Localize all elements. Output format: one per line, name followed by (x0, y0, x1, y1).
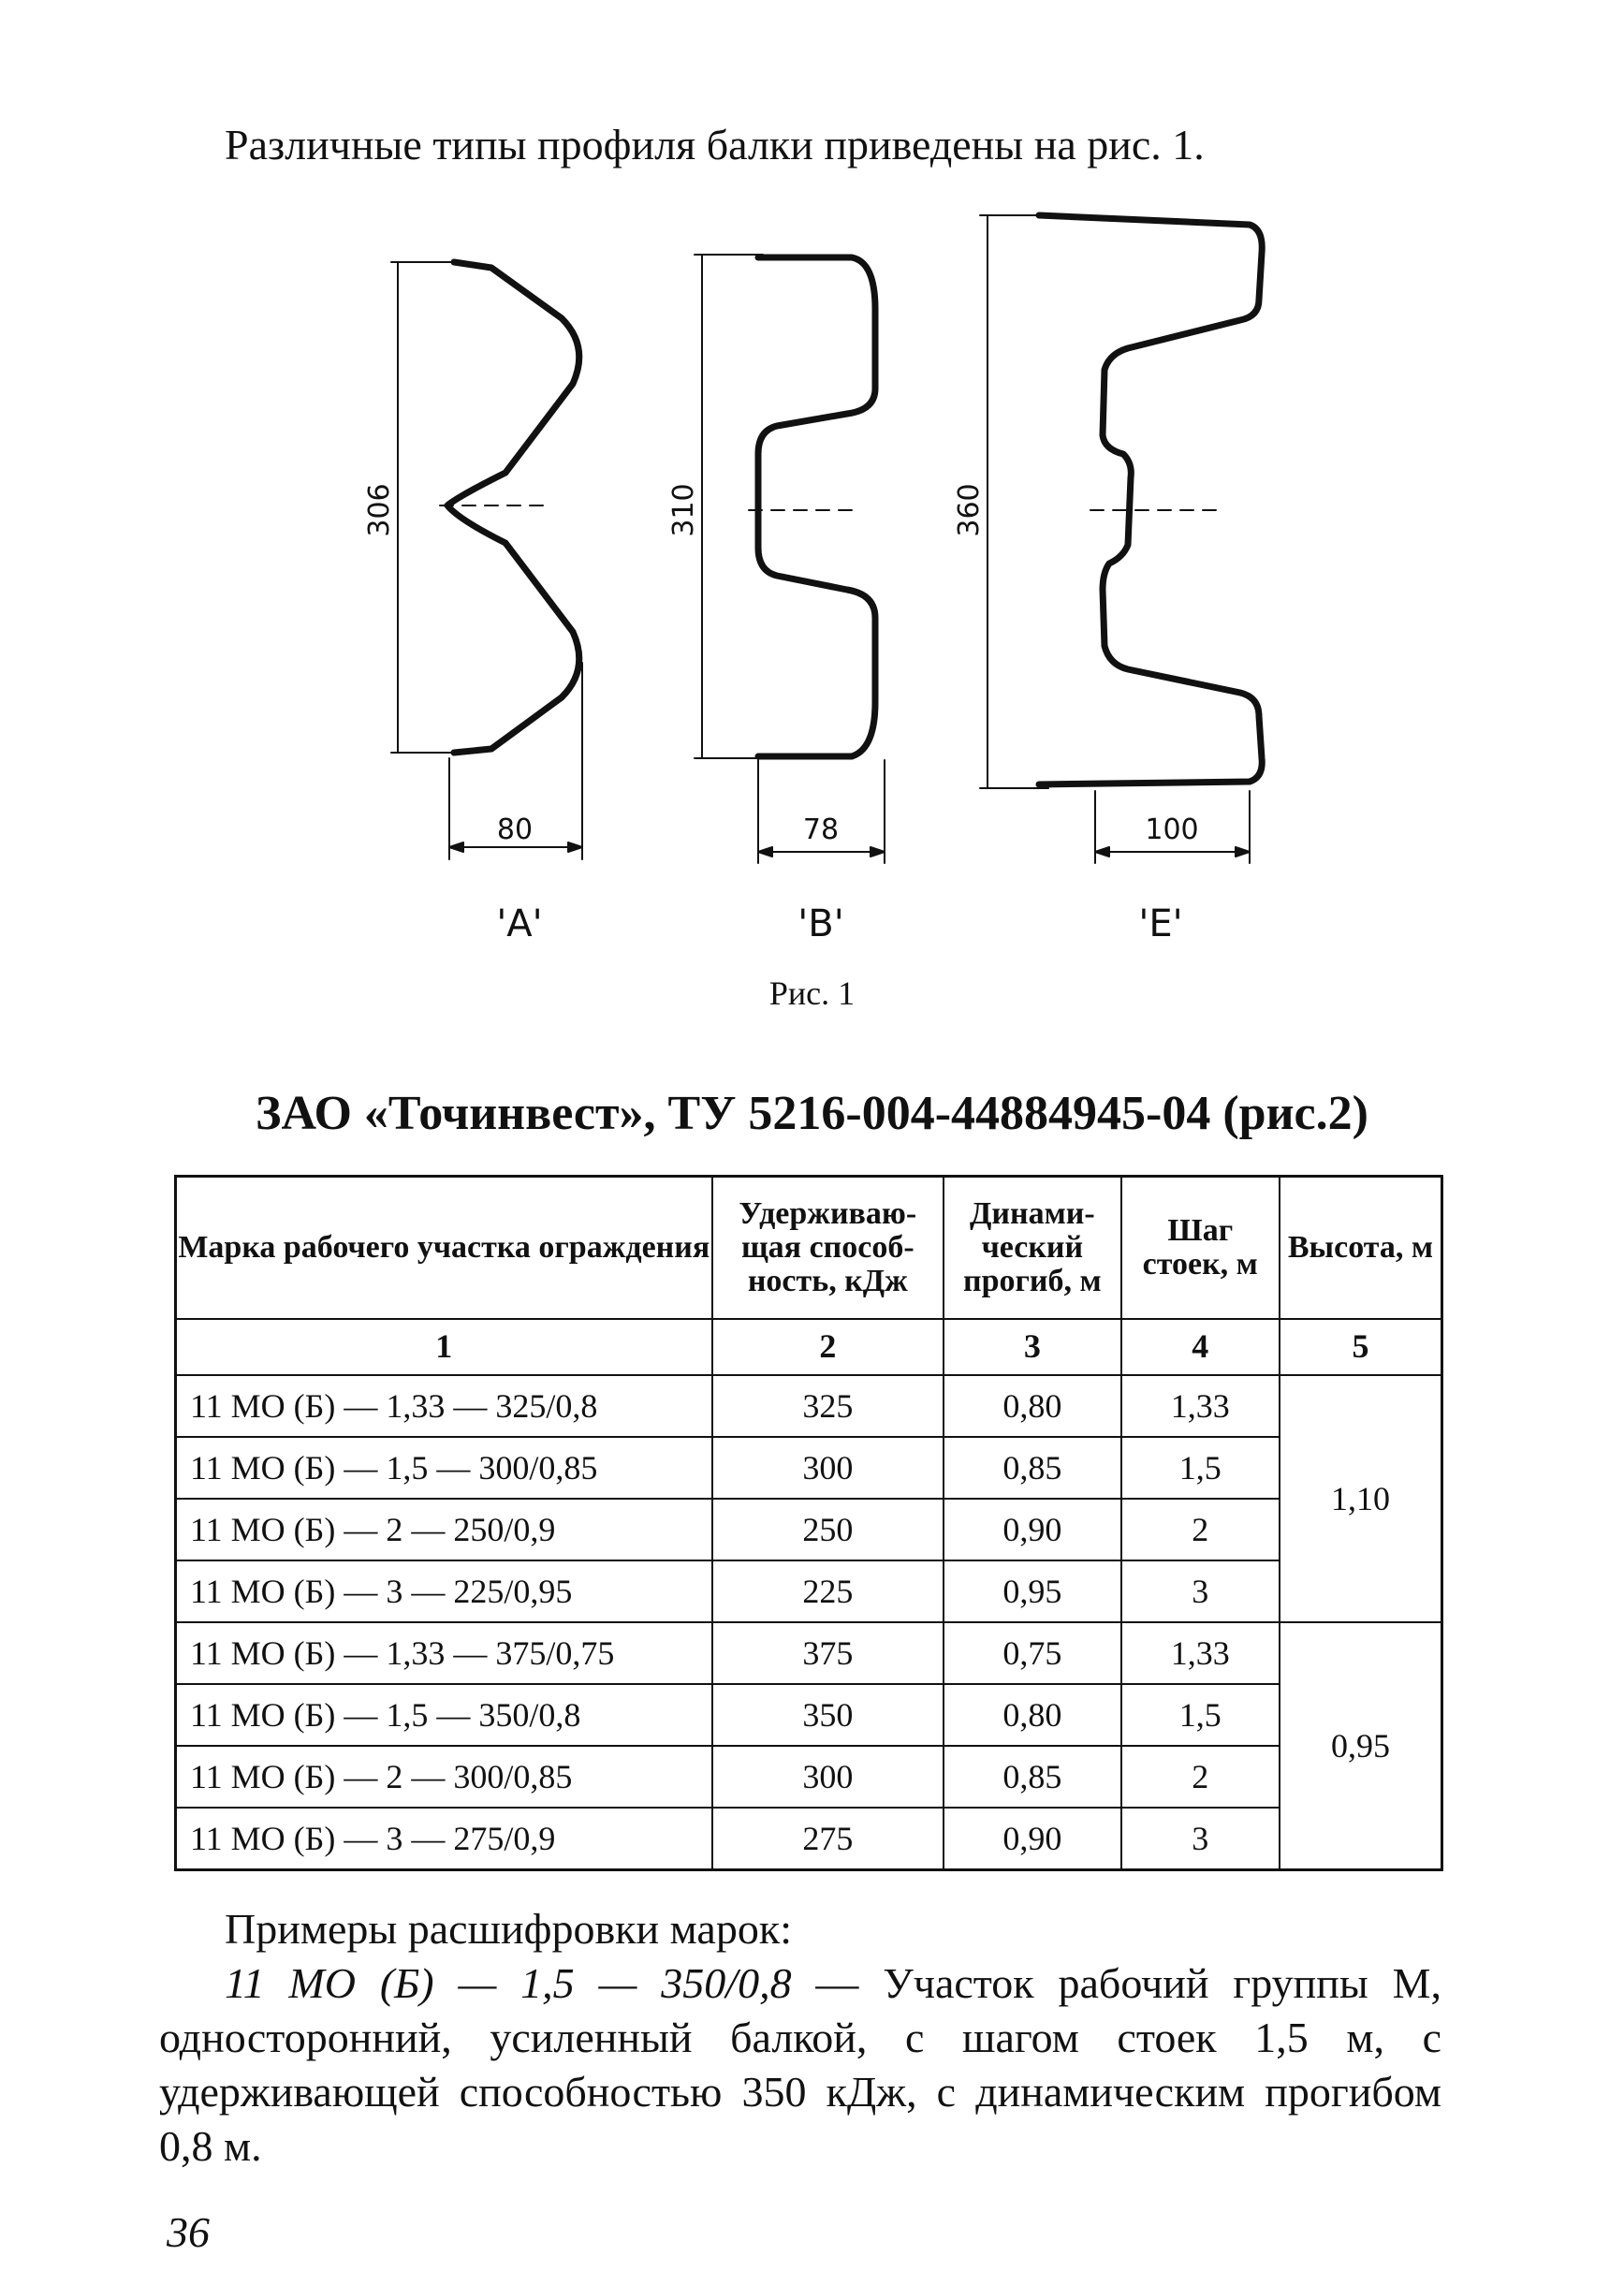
deflection-cell: 0,75 (944, 1622, 1121, 1684)
section-heading: ЗАО «Точинвест», ТУ 5216-004-44884945-04 (рис.2) (256, 1087, 1368, 1140)
capacity-cell: 225 (712, 1560, 944, 1622)
figure-caption: Рис. 1 (768, 974, 856, 1012)
profile-a-label: 'A' (496, 902, 543, 945)
capacity-cell: 325 (712, 1375, 944, 1437)
column-number: 3 (944, 1319, 1121, 1375)
column-number: 2 (712, 1319, 944, 1375)
table-row (176, 1437, 1442, 1499)
examples-section (159, 1902, 1441, 2174)
examples-paragraph (159, 1956, 1441, 2174)
height-cell-group-2: 0,95 (1280, 1622, 1442, 1870)
column-number: 4 (1121, 1319, 1280, 1375)
profile-e-height-label: 360 (953, 483, 986, 537)
capacity-cell: 350 (712, 1684, 944, 1746)
table-row (176, 1808, 1442, 1870)
example-description: — Участок рабочий группы М, односторонний, усиленный балкой, с шагом стоек 1,5 м, с удерживающей способностью 350 кДж, с динамическим прогибом 0,8 м. (159, 1959, 1442, 2170)
deflection-cell: 0,80 (944, 1375, 1121, 1437)
brand-cell: 11 МО (Б) — 1,5 — 350/0,8 (176, 1684, 712, 1746)
deflection-cell: 0,85 (944, 1746, 1121, 1808)
column-number: 5 (1280, 1319, 1442, 1375)
profile-a-drawing (391, 262, 582, 859)
table-row (176, 1746, 1442, 1808)
table-row (176, 1622, 1442, 1684)
table-row (176, 1499, 1442, 1560)
beam-profiles-figure (0, 197, 1624, 974)
brand-cell: 11 МО (Б) — 1,33 — 325/0,8 (176, 1375, 712, 1437)
step-cell: 2 (1121, 1746, 1280, 1808)
deflection-cell: 0,95 (944, 1560, 1121, 1622)
capacity-cell: 375 (712, 1622, 944, 1684)
brand-cell: 11 МО (Б) — 3 — 225/0,95 (176, 1560, 712, 1622)
header-height: Высота, м (1280, 1177, 1442, 1320)
brand-cell: 11 МО (Б) — 2 — 250/0,9 (176, 1499, 712, 1560)
table-row (176, 1375, 1442, 1437)
step-cell: 1,5 (1121, 1684, 1280, 1746)
table-header-row (176, 1177, 1442, 1320)
profile-b-label: 'B' (797, 902, 844, 945)
table-row (176, 1684, 1442, 1746)
deflection-cell: 0,90 (944, 1499, 1121, 1560)
capacity-cell: 250 (712, 1499, 944, 1560)
header-deflection: Динами-ческий прогиб, м (944, 1177, 1121, 1320)
brand-cell: 11 МО (Б) — 3 — 275/0,9 (176, 1808, 712, 1870)
capacity-cell: 300 (712, 1746, 944, 1808)
capacity-cell: 275 (712, 1808, 944, 1870)
profile-b-width-label: 78 (802, 813, 840, 846)
step-cell: 3 (1121, 1560, 1280, 1622)
table-column-numbers-row (176, 1319, 1442, 1375)
brand-cell: 11 МО (Б) — 1,33 — 375/0,75 (176, 1622, 712, 1684)
column-number: 1 (176, 1319, 712, 1375)
brand-cell: 11 МО (Б) — 2 — 300/0,85 (176, 1746, 712, 1808)
profile-e-drawing (980, 215, 1262, 863)
table-row (176, 1560, 1442, 1622)
header-step: Шаг стоек, м (1121, 1177, 1280, 1320)
deflection-cell: 0,85 (944, 1437, 1121, 1499)
step-cell: 1,33 (1121, 1375, 1280, 1437)
barrier-spec-table (174, 1175, 1443, 1871)
page-number: 36 (167, 2208, 210, 2256)
profile-b-drawing (695, 255, 885, 863)
deflection-cell: 0,80 (944, 1684, 1121, 1746)
profile-e-label: 'E' (1138, 902, 1183, 945)
header-brand: Марка рабочего участка ограждения (176, 1177, 712, 1320)
brand-cell: 11 МО (Б) — 1,5 — 300/0,85 (176, 1437, 712, 1499)
step-cell: 1,33 (1121, 1622, 1280, 1684)
profile-a-height-label: 306 (363, 483, 396, 537)
profile-b-height-label: 310 (667, 483, 700, 537)
step-cell: 3 (1121, 1808, 1280, 1870)
height-cell-group-1: 1,10 (1280, 1375, 1442, 1622)
examples-title: Примеры расшифровки марок: (225, 1905, 792, 1953)
capacity-cell: 300 (712, 1437, 944, 1499)
profile-e-width-label: 100 (1145, 813, 1199, 846)
step-cell: 2 (1121, 1499, 1280, 1560)
header-capacity: Удерживаю-щая способ-ность, кДж (712, 1177, 944, 1320)
example-code: 11 МО (Б) — 1,5 — 350/0,8 (225, 1959, 792, 2007)
deflection-cell: 0,90 (944, 1808, 1121, 1870)
profile-a-width-label: 80 (496, 813, 534, 846)
step-cell: 1,5 (1121, 1437, 1280, 1499)
intro-paragraph: Различные типы профиля балки приведены на рис. 1. (225, 121, 1205, 168)
